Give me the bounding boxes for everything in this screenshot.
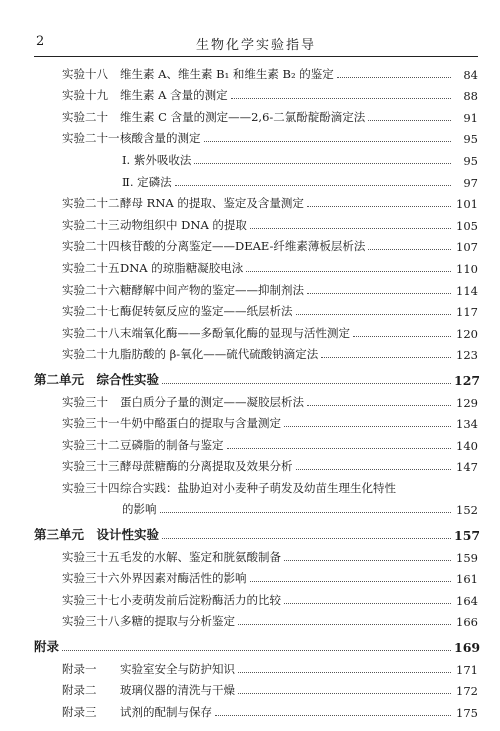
toc-item[interactable] (34, 276, 478, 298)
toc-item[interactable] (34, 677, 478, 699)
toc-page-number: 152 (456, 503, 478, 518)
toc-page-number: 88 (463, 89, 478, 104)
toc-item-label: 实验三十五 (62, 549, 120, 564)
toc-item[interactable] (34, 388, 478, 410)
toc-item[interactable] (34, 431, 478, 453)
toc-item-label: 实验二十一 (62, 131, 120, 146)
toc-item-label: 附录三 (62, 704, 97, 719)
toc-item-title: 维生素 C 含量的测定——2,6-二氯酚靛酚滴定法 (120, 109, 366, 124)
dot-leader (215, 715, 451, 716)
toc-item-title: 糖酵解中间产物的鉴定——抑制剂法 (120, 282, 304, 297)
toc-page-number: 157 (454, 528, 481, 544)
toc-subitem[interactable] (34, 168, 478, 190)
toc-page-number: 84 (463, 67, 478, 82)
toc-item-title: 酶促转氨反应的鉴定——纸层析法 (120, 304, 293, 319)
toc-page-number: 147 (456, 460, 478, 475)
toc-page-number: 129 (456, 395, 478, 410)
toc-page-number: 114 (456, 283, 478, 298)
toc-item-label: 附录一 (62, 661, 97, 676)
toc-item-label: 实验三十六 (62, 571, 120, 586)
toc-item[interactable] (34, 233, 478, 255)
toc-item[interactable] (34, 298, 478, 320)
toc-item-title: 附录 (34, 639, 60, 655)
toc-item-title: 外界因素对酶活性的影响 (120, 571, 247, 586)
toc-item-title: 试剂的配制与保存 (120, 704, 212, 719)
toc-item[interactable] (34, 608, 478, 630)
toc-item-title: 核苷酸的分离鉴定——DEAE-纤维素薄板层析法 (120, 239, 366, 254)
toc-item-title: 蛋白质分子量的测定——凝胶层析法 (120, 394, 304, 409)
toc-item-title: 酵母蔗糖酶的分离提取及效果分析 (120, 459, 293, 474)
toc-item[interactable] (34, 319, 478, 341)
dot-leader (160, 512, 452, 513)
toc-item[interactable] (34, 341, 478, 363)
toc-page-number: 101 (456, 197, 478, 212)
toc-page-number: 161 (456, 572, 478, 587)
dot-leader (194, 163, 451, 164)
toc-item-title: 酵母 RNA 的提取、鉴定及含量测定 (120, 196, 304, 211)
dot-leader (227, 448, 452, 449)
toc-page-number: 169 (454, 640, 481, 656)
dot-leader (162, 538, 451, 539)
toc-item-title: 牛奶中酪蛋白的提取与含量测定 (120, 416, 281, 431)
toc-page-number: 172 (456, 684, 478, 699)
toc-item-title: Ⅱ. 定磷法 (122, 174, 172, 189)
toc-item[interactable] (34, 543, 478, 565)
toc-item[interactable] (34, 190, 478, 212)
toc-page-number: 105 (456, 218, 478, 233)
toc-item-label: 实验十八 (62, 66, 108, 81)
toc-item-title: 小麦萌发前后淀粉酶活力的比较 (120, 592, 281, 607)
toc-page-number: 110 (456, 261, 478, 276)
toc-page-number: 123 (456, 348, 478, 363)
toc-item-label: 实验三十二 (62, 437, 120, 452)
dot-leader (296, 469, 452, 470)
toc-section[interactable] (34, 633, 481, 656)
toc-item-title: 第三单元 设计性实验 (34, 527, 160, 543)
dot-leader (231, 98, 451, 99)
toc-item-label: 实验三十八 (62, 614, 120, 629)
toc-item[interactable] (34, 586, 478, 608)
toc-section[interactable] (34, 521, 481, 544)
dot-leader (284, 603, 451, 604)
toc-item-label: 实验三十 (62, 394, 108, 409)
toc-page-number: 134 (456, 417, 478, 432)
toc-page-number: 164 (456, 593, 478, 608)
toc-item-continuation[interactable] (34, 496, 478, 518)
toc-item-title: 综合实践：盐胁迫对小麦种子萌发及幼苗生理生化特性 (120, 480, 396, 495)
dot-leader (368, 120, 451, 121)
dot-leader (175, 185, 451, 186)
dot-leader (368, 249, 451, 250)
toc-item[interactable] (34, 60, 478, 82)
toc-item[interactable] (34, 410, 478, 432)
toc-page-number: 120 (456, 326, 478, 341)
toc-item-title: 的影响 (122, 502, 157, 517)
toc-item[interactable] (34, 254, 478, 276)
toc-item[interactable] (34, 82, 478, 104)
dot-leader (353, 336, 451, 337)
running-header (34, 30, 478, 57)
toc-item-title: 末端氧化酶——多酚氧化酶的显现与活性测定 (120, 325, 350, 340)
dot-leader (296, 314, 452, 315)
toc-section[interactable] (34, 366, 481, 388)
dot-leader (204, 141, 452, 142)
toc-item-label: 实验二十八 (62, 325, 120, 340)
toc-item-label: 实验二十七 (62, 304, 120, 319)
toc-item-title: 毛发的水解、鉴定和胱氨酸制备 (120, 549, 281, 564)
dot-leader (246, 271, 451, 272)
toc-item[interactable] (34, 211, 478, 233)
toc-item-label: 实验三十四 (62, 480, 120, 495)
dot-leader (307, 206, 451, 207)
toc-page-number: 159 (456, 550, 478, 565)
toc-page-number: 97 (463, 175, 478, 190)
toc-item-title: 第二单元 综合性实验 (34, 371, 160, 387)
toc-item-title: 脂肪酸的 β-氧化——硫代硫酸钠滴定法 (120, 347, 319, 362)
dot-leader (250, 581, 452, 582)
dot-leader (250, 228, 451, 229)
toc-item-label: 实验三十七 (62, 592, 120, 607)
toc-item-label: 实验三十一 (62, 416, 120, 431)
toc-item-label: 实验二十五 (62, 260, 120, 275)
toc-item-title: 玻璃仪器的清洗与干燥 (120, 683, 235, 698)
toc-item[interactable] (34, 453, 478, 475)
toc-item-title: 核酸含量的测定 (120, 131, 201, 146)
toc-page-number: 140 (456, 438, 478, 453)
toc-item[interactable] (34, 698, 478, 720)
toc-item-label: 实验二十三 (62, 217, 120, 232)
toc-page-number: 166 (456, 615, 478, 630)
toc-item-title: 维生素 A 含量的测定 (120, 88, 228, 103)
toc-item-title: 动物组织中 DNA 的提取 (120, 217, 247, 232)
dot-leader (307, 405, 451, 406)
toc-item[interactable] (34, 655, 478, 677)
dot-leader (62, 650, 451, 651)
running-title: 生物化学实验指导 (195, 38, 316, 53)
toc-page-number: 127 (454, 372, 481, 388)
toc-item[interactable] (34, 474, 478, 496)
toc-item[interactable] (34, 103, 478, 125)
toc-item-title: 豆磷脂的制备与鉴定 (120, 437, 224, 452)
toc-item-label: 附录二 (62, 683, 97, 698)
toc-item-title: DNA 的琼脂糖凝胶电泳 (120, 260, 244, 275)
toc-page-number: 175 (456, 705, 478, 720)
toc-item-label: 实验二十九 (62, 347, 120, 362)
toc-page-number: 117 (456, 305, 478, 320)
toc-item[interactable] (34, 565, 478, 587)
toc-item-label: 实验十九 (62, 88, 108, 103)
dot-leader (238, 693, 451, 694)
table-of-contents (34, 60, 481, 720)
dot-leader (238, 672, 451, 673)
toc-page-number: 91 (463, 110, 478, 125)
dot-leader (307, 293, 451, 294)
toc-item-label: 实验三十三 (62, 459, 120, 474)
toc-page-number: 107 (456, 240, 478, 255)
toc-item-label: 实验二十二 (62, 196, 120, 211)
toc-item-title: 实验室安全与防护知识 (120, 661, 235, 676)
toc-item-title: 维生素 A、维生素 B₁ 和维生素 B₂ 的鉴定 (120, 66, 334, 81)
toc-page-number: 171 (456, 662, 478, 677)
toc-item-title: Ⅰ. 紫外吸收法 (122, 152, 192, 167)
dot-leader (321, 357, 451, 358)
toc-item-label: 实验二十四 (62, 239, 120, 254)
page-number: 2 (36, 34, 45, 49)
toc-item-label: 实验二十六 (62, 282, 120, 297)
dot-leader (284, 426, 451, 427)
toc-subitem[interactable] (34, 146, 478, 168)
toc-page-number: 95 (463, 132, 478, 147)
toc-page-number: 95 (463, 153, 478, 168)
dot-leader (238, 624, 451, 625)
toc-item-label: 实验二十 (62, 109, 108, 124)
dot-leader (337, 77, 451, 78)
toc-item[interactable] (34, 125, 478, 147)
toc-item-title: 多糖的提取与分析鉴定 (120, 614, 235, 629)
dot-leader (162, 383, 451, 384)
dot-leader (284, 560, 451, 561)
